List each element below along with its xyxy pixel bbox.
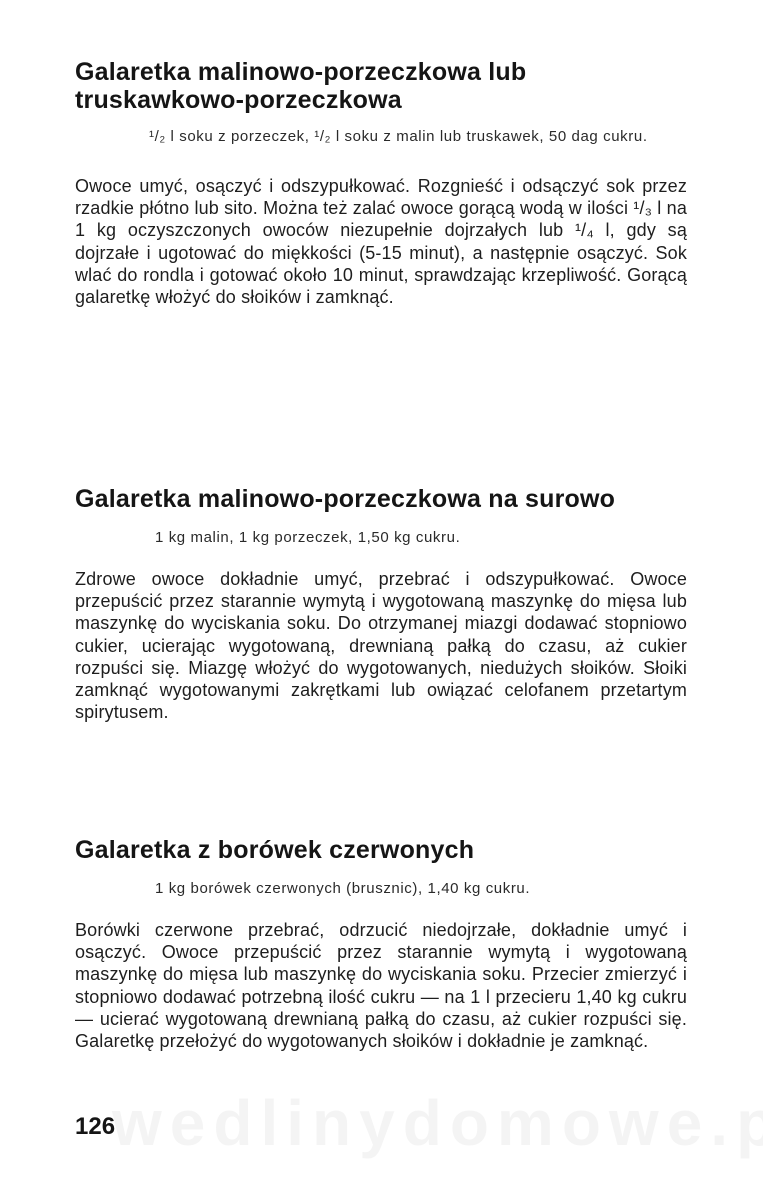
recipe-ingredients: ¹/₂ l soku z porzeczek, ¹/₂ l soku z malin lub truskawek, 50 dag cukru. xyxy=(149,128,648,145)
recipe-instructions: Owoce umyć, osączyć i odszypułkować. Rozgnieść i odsączyć sok przez rzadkie płótno lub sito. Można też zalać owoce gorącą wodą w ilości ¹/₃ l na 1 kg oczyszczonych owoców niezupełnie dojrzałych lub ¹/₄ l, gdy są dojrzałe i ugotować do miękkości (5-15 minut), a następnie osączyć. Sok wlać do rondla i gotować około 10 minut, sprawdzając krzepliwość. Gorącą galaretkę włożyć do słoików i zamknąć. xyxy=(75,176,687,308)
recipe-title: Galaretka malinowo-porzeczkowa na surowo xyxy=(75,485,616,513)
watermark xyxy=(112,1088,763,1158)
page-number: 126 xyxy=(75,1113,116,1140)
recipe-instructions: Borówki czerwone przebrać, odrzucić niedojrzałe, dokładnie umyć i osączyć. Owoce przepuścić przez starannie wymytą i wygotowaną maszynkę do mięsa lub maszynkę do wyciskania soku. Przecier zmierzyć i stopniowo dodawać potrzebną ilość cukru — na 1 l przecieru 1,40 kg cukru — ucierać wygotowaną drewnianą pałką do czasu, aż cukier rozpuści się. Galaretkę przełożyć do wygotowanych słoików i dokładnie je zamknąć. xyxy=(75,920,687,1052)
recipe-title: Galaretka z borówek czerwonych xyxy=(75,836,475,864)
recipe-ingredients: 1 kg borówek czerwonych (brusznic), 1,40 kg cukru. xyxy=(155,880,531,897)
recipe-section xyxy=(75,836,687,1052)
recipe-title: Galaretka malinowo-porzeczkowa lub truskawkowo-porzeczkowa xyxy=(75,58,527,114)
recipe-section xyxy=(75,485,687,723)
recipe-section xyxy=(75,58,687,308)
recipe-ingredients: 1 kg malin, 1 kg porzeczek, 1,50 kg cukru. xyxy=(155,529,461,546)
recipe-instructions: Zdrowe owoce dokładnie umyć, przebrać i odszypułkować. Owoce przepuścić przez starannie wymytą i wygotowaną maszynkę do mięsa lub maszynkę do wyciskania soku. Do otrzymanej miazgi dodawać stopniowo cukier, ucierając wygotowaną, drewnianą pałką do czasu, aż cukier rozpuści się. Miazgę włożyć do wygotowanych, niedużych słoików. Słoiki zamknąć wygotowanymi zakrętkami lub owiązać celofanem przetartym spirytusem. xyxy=(75,569,687,723)
